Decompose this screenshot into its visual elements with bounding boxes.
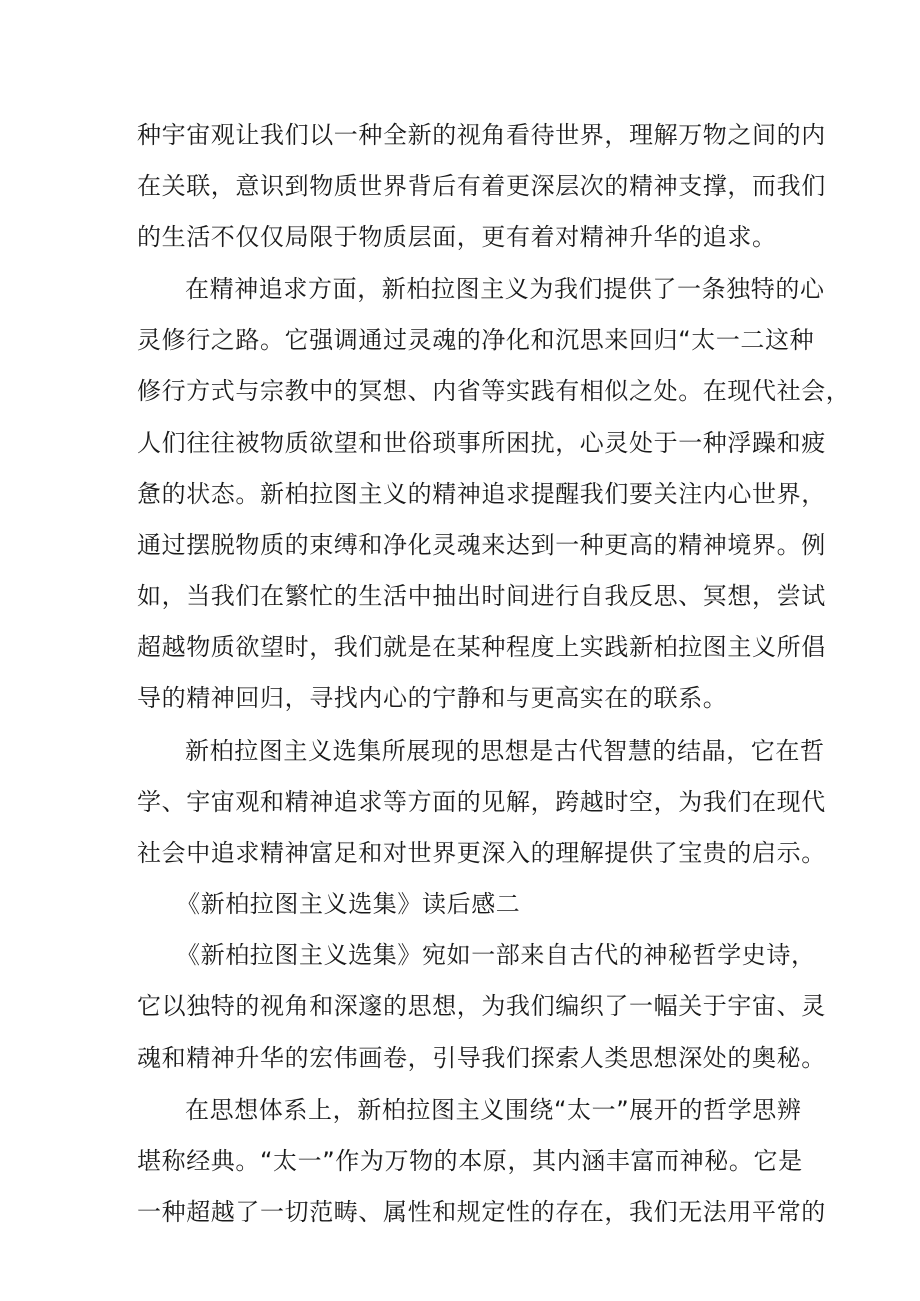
paragraph-line: 人们往往被物质欲望和世俗琐事所困扰，心灵处于一种浮躁和疲 — [137, 429, 826, 457]
paragraph-line: 新柏拉图主义选集所展现的思想是古代智慧的结晶，它在哲 — [185, 737, 825, 765]
paragraph-line: 社会中追求精神富足和对世界更深入的理解提供了宝贵的启示。 — [137, 839, 826, 867]
paragraph-line: 种宇宙观让我们以一种全新的视角看待世界，理解万物之间的内 — [137, 121, 826, 149]
paragraph-line: 修行方式与宗教中的冥想、内省等实践有相似之处。在现代社会， — [137, 377, 851, 405]
section-title: 《新柏拉图主义选集》读后感二 — [176, 890, 521, 918]
paragraph-line: 超越物质欲望时，我们就是在某种程度上实践新柏拉图主义所倡 — [137, 633, 826, 661]
paragraph-line: 在思想体系上，新柏拉图主义围绕“太一”展开的哲学思辨 — [185, 1096, 802, 1124]
paragraph-line: 如，当我们在繁忙的生活中抽出时间进行自我反思、冥想，尝试 — [137, 582, 826, 610]
paragraph-line: 在精神追求方面，新柏拉图主义为我们提供了一条独特的心 — [185, 275, 825, 303]
paragraph-line: 学、宇宙观和精神追求等方面的见解，跨越时空，为我们在现代 — [137, 788, 826, 816]
paragraph-line: 惫的状态。新柏拉图主义的精神追求提醒我们要关注内心世界， — [137, 480, 826, 508]
paragraph-line: 《新柏拉图主义选集》宛如一部来自古代的神秘哲学史诗， — [176, 941, 816, 969]
paragraph-line: 灵修行之路。它强调通过灵魂的净化和沉思来回归“太一二这种 — [137, 326, 815, 354]
paragraph-line: 通过摆脱物质的束缚和净化灵魂来达到一种更高的精神境界。例 — [137, 531, 826, 559]
paragraph-line: 导的精神回归，寻找内心的宁静和与更高实在的联系。 — [137, 684, 728, 712]
paragraph-line: 的生活不仅仅局限于物质层面，更有着对精神升华的追求。 — [137, 223, 777, 251]
paragraph-line: 堪称经典。“太一”作为万物的本原，其内涵丰富而神秘。它是 — [137, 1147, 803, 1175]
paragraph-line: 在关联，意识到物质世界背后有着更深层次的精神支撑，而我们 — [137, 172, 826, 200]
paragraph-line: 魂和精神升华的宏伟画卷，引导我们探索人类思想深处的奥秘。 — [137, 1044, 826, 1072]
paragraph-line: 它以独特的视角和深邃的思想，为我们编织了一幅关于宇宙、灵 — [137, 992, 826, 1020]
paragraph-line: 一种超越了一切范畴、属性和规定性的存在，我们无法用平常的 — [137, 1198, 826, 1226]
